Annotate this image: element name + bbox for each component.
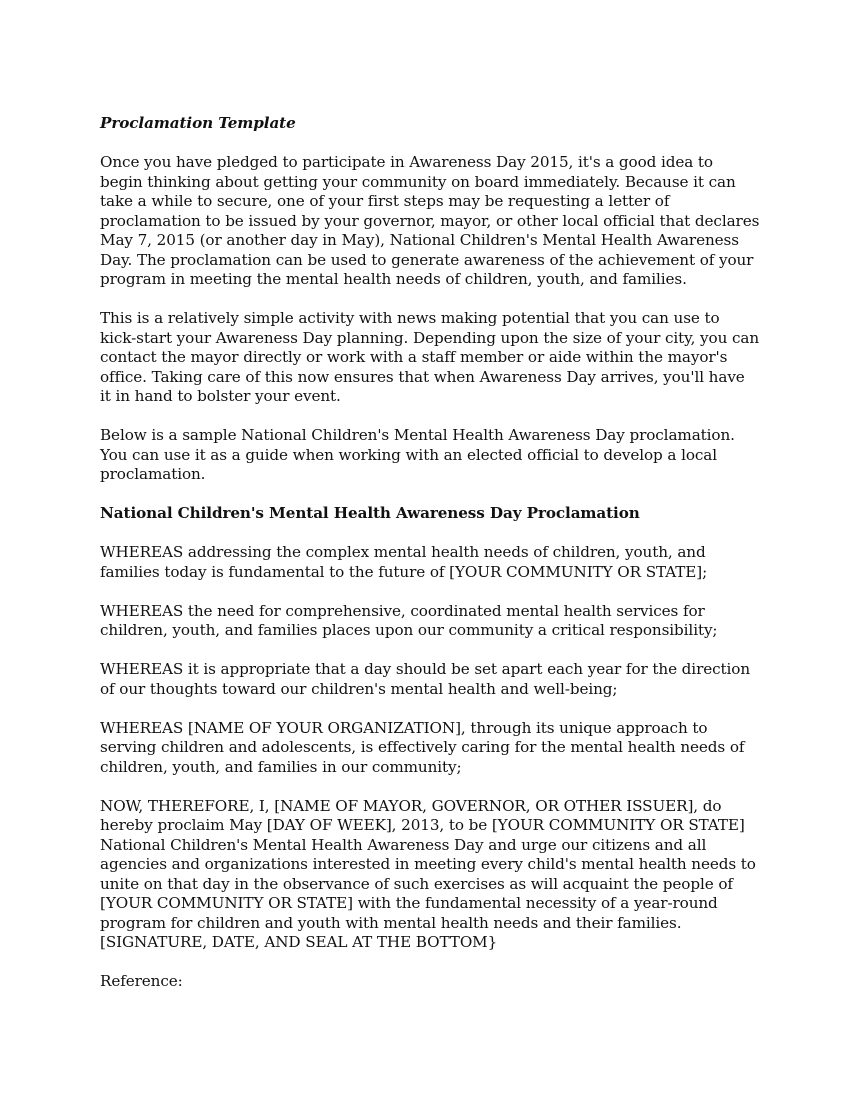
intro-paragraph-2: This is a relatively simple activity with news making potential that you can use to kick-start your Awareness Day planning. Depending upon the size of your city, you can contact the mayor directly or work with a staff member or aide within the mayor's office. Taking care of this now ensures that when Awareness Day arrives, you'll have it in hand to bolster your event. <box>100 309 760 405</box>
whereas-clause-3: WHEREAS it is appropriate that a day should be set apart each year for the direction of our thoughts toward our children's mental health and well-being; <box>100 660 751 698</box>
whereas-clause-2: WHEREAS the need for comprehensive, coordinated mental health services for children, youth, and families places upon our community a critical responsibility; <box>100 601 718 639</box>
document-title: Proclamation Template <box>100 114 296 132</box>
intro-paragraph-1: Once you have pledged to participate in Awareness Day 2015, it's a good idea to begin thinking about getting your community on board immediately. Because it can take a while to secure, one of your first steps may be requesting a letter of proclamation to be issued by your governor, mayor, or other local official that declares May 7, 2015 (or another day in May), National Children's Mental Health Awareness Day. The proclamation can be used to generate awareness of the achievement of your program in meeting the mental health needs of children, youth, and families. <box>100 153 760 288</box>
whereas-clause-1: WHEREAS addressing the complex mental health needs of children, youth, and families today is fundamental to the future of [YOUR COMMUNITY OR STATE]; <box>100 543 708 581</box>
proclamation-heading: National Children's Mental Health Awareness Day Proclamation <box>100 504 640 522</box>
reference-label: Reference: <box>100 972 183 990</box>
whereas-clause-4: WHEREAS [NAME OF YOUR ORGANIZATION], through its unique approach to serving children and adolescents, is effectively caring for the mental health needs of children, youth, and families in our community; <box>100 718 745 776</box>
document-page <box>100 114 760 992</box>
resolution-paragraph: NOW, THEREFORE, I, [NAME OF MAYOR, GOVERNOR, OR OTHER ISSUER], do hereby proclaim May [DAY OF WEEK], 2013, to be [YOUR COMMUNITY OR STATE] National Children's Mental Health Awareness Day and urge our citizens and all agencies and organizations interested in meeting every child's mental health needs to unite on that day in the observance of such exercises as will acquaint the people of [YOUR COMMUNITY OR STATE] with the fundamental necessity of a year-round program for children and youth with mental health needs and their families.[SIGNATURE, DATE, AND SEAL AT THE BOTTOM} <box>100 796 756 951</box>
intro-paragraph-3: Below is a sample National Children's Mental Health Awareness Day proclamation. You can use it as a guide when working with an elected official to develop a local proclamation. <box>100 426 735 483</box>
